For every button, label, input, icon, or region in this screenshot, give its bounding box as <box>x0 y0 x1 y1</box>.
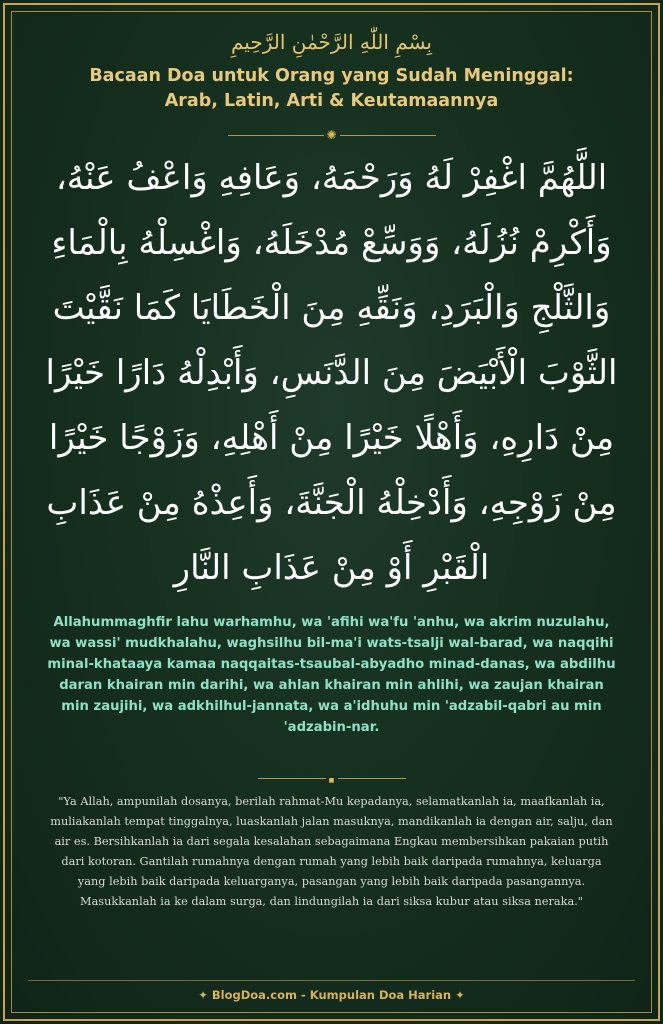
page-title <box>30 64 633 114</box>
title-line-1: Bacaan Doa untuk Orang yang Sudah Meninggal: <box>89 66 574 86</box>
arabic-doa-text: اللَّهُمَّ اغْفِرْ لَهُ وَرَحْمَهُ، وَعَافِهِ وَاعْفُ عَنْهُ، وَأَكْرِمْ نُزُلَهُ، وَوَسِّعْ مُدْخَلَهُ، وَاغْسِلْهُ بِالْمَاءِ وَالثَّلْجِ وَالْبَرَدِ، وَنَقِّهِ مِنَ الْخَطَايَا كَمَا نَقَّيْتَ الثَّوْبَ الْأَبْيَضَ مِنَ الدَّنَسِ، وَأَبْدِلْهُ دَارًا خَيْرًا مِنْ دَارِهِ، وَأَهْلًا خَيْرًا مِنْ أَهْلِهِ، وَزَوْجًا خَيْرًا مِنْ زَوْجِهِ، وَأَدْخِلْهُ الْجَنَّةَ، وَأَعِذْهُ مِنْ عَذَابِ الْقَبْرِ أَوْ مِنْ عَذَابِ النَّارِ <box>45 158 618 588</box>
divider-line-right <box>340 135 436 136</box>
footer-divider <box>28 980 635 981</box>
middle-divider <box>0 772 663 784</box>
square-ornament-icon: ■ <box>328 777 335 784</box>
footer-credit: ✦ BlogDoa.com - Kumpulan Doa Harian ✦ <box>198 988 465 1002</box>
flower-ornament-icon: ✺ <box>326 128 337 142</box>
divider-line-left <box>258 778 326 779</box>
divider-line-left <box>228 135 324 136</box>
latin-transliteration: Allahummaghfir lahu warhamhu, wa 'afihi wa'fu 'anhu, wa akrim nuzulahu, wa wassi' mudkhalahu, waghsilhu bil-ma'i wats-tsalji wal-barad, wa naqqihi minal-khataaya kamaa naqqaitas-tsaubal-abyadho minad-danas, wa abdilhu daran khairan min darihi, wa ahlan khairan min ahlihi, wa zaujan khairan min zaujihi, wa adkhilhul-jannata, wa a'idhuhu min 'adzabil-qabri au min 'adzabin-nar. <box>47 615 616 735</box>
indonesian-translation: "Ya Allah, ampunilah dosanya, berilah rahmat-Mu kepadanya, selamatkanlah ia, maafkanlah ia, muliakanlah tempat tinggalnya, luaskanlah jalan masuknya, mandikanlah ia dengan air, salju, dan air es. Bersihkanlah ia dari segala kesalahan sebagaimana Engkau membersihkan pakaian putih dari kotoran. Gantilah rumahnya dengan rumah yang lebih baik daripada rumahnya, keluarga yang lebih baik daripada keluarganya, pasangan yang lebih baik daripada pasangannya. Masukkanlah ia ke dalam surga, dan lindungilah ia dari siksa kubur atau siksa neraka." <box>50 795 613 908</box>
basmala-heading: بِسْمِ اللّٰهِ الرَّحْمٰنِ الرَّحِيمِ <box>230 30 432 54</box>
title-line-2: Arab, Latin, Arti & Keutamaannya <box>164 91 499 111</box>
divider-line-right <box>338 778 406 779</box>
top-divider <box>0 129 663 141</box>
